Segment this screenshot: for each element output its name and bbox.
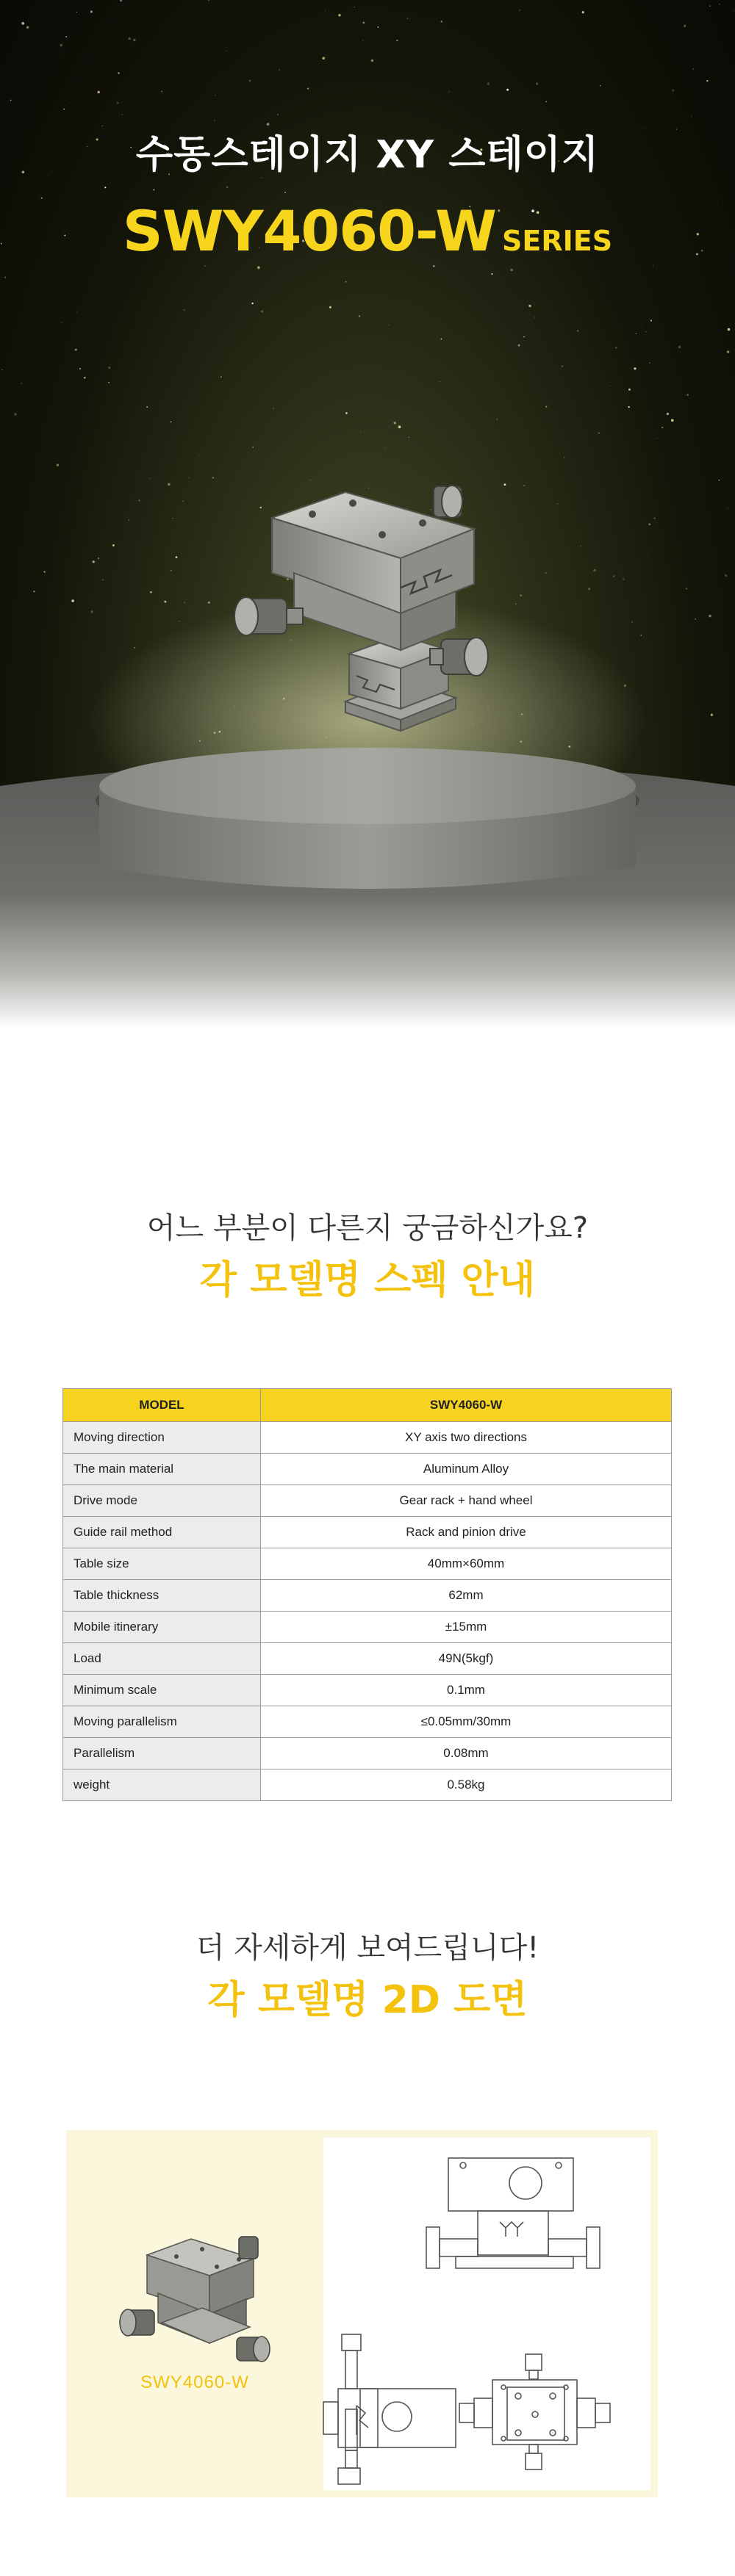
star — [249, 80, 251, 82]
table-row — [63, 1643, 672, 1675]
star — [506, 89, 509, 91]
hero-model-name — [0, 198, 735, 264]
star — [448, 91, 449, 92]
table-row — [63, 1454, 672, 1485]
star — [277, 114, 279, 115]
star — [523, 336, 524, 337]
drawing-panel — [66, 2130, 658, 2497]
star — [90, 10, 93, 12]
star — [518, 344, 520, 347]
front-view-drawing — [426, 2158, 600, 2268]
star — [684, 25, 686, 27]
spec-value: XY axis two directions — [261, 1422, 672, 1454]
table-row — [63, 1769, 672, 1801]
star — [226, 187, 228, 188]
star — [692, 68, 694, 70]
star — [396, 40, 398, 41]
spec-label: Mobile itinerary — [63, 1612, 261, 1643]
star — [69, 103, 70, 104]
star — [634, 367, 636, 369]
star — [686, 394, 688, 395]
spec-label: weight — [63, 1769, 261, 1801]
star — [545, 101, 546, 102]
star — [14, 413, 16, 415]
spec-table-header — [63, 1389, 672, 1422]
star — [528, 305, 531, 307]
spec-label: Moving direction — [63, 1422, 261, 1454]
spec-value: ≤0.05mm/30mm — [261, 1706, 672, 1738]
spec-value: Gear rack + hand wheel — [261, 1485, 672, 1517]
header-model: MODEL — [63, 1389, 261, 1422]
star — [261, 311, 263, 313]
star — [671, 419, 674, 422]
spec-table — [62, 1388, 672, 1801]
table-row — [63, 1612, 672, 1643]
star — [600, 85, 601, 87]
star — [649, 363, 650, 364]
product-thumbnail — [120, 2237, 270, 2362]
star — [153, 189, 154, 190]
star — [393, 422, 395, 424]
hero-banner — [0, 0, 735, 1028]
spec-value: Rack and pinion drive — [261, 1517, 672, 1548]
star — [362, 40, 364, 41]
spec-label: Moving parallelism — [63, 1706, 261, 1738]
star — [662, 427, 663, 428]
star — [359, 315, 360, 317]
star — [118, 72, 119, 73]
star — [146, 406, 148, 408]
table-row — [63, 1485, 672, 1517]
star — [360, 432, 361, 433]
spec-value: 49N(5kgf) — [261, 1643, 672, 1675]
star — [75, 349, 77, 351]
star — [4, 277, 6, 278]
top-view-drawing — [459, 2354, 610, 2469]
side-view-drawing — [323, 2334, 456, 2484]
spec-value: 62mm — [261, 1580, 672, 1612]
star — [678, 346, 681, 348]
spec-value: 0.58kg — [261, 1769, 672, 1801]
star — [108, 382, 109, 383]
star — [667, 413, 669, 415]
star — [338, 14, 340, 16]
star — [545, 406, 547, 408]
spec-label: The main material — [63, 1454, 261, 1485]
star — [98, 91, 100, 93]
star — [691, 116, 692, 118]
star — [536, 82, 538, 84]
star — [322, 57, 325, 59]
drawing-heading: 각 모델명 2D 도면 — [207, 1978, 528, 2022]
star — [208, 0, 209, 1]
drawing-illustrations — [66, 2130, 658, 2497]
star — [377, 26, 379, 28]
spec-label: Parallelism — [63, 1738, 261, 1769]
star — [84, 377, 86, 379]
table-row — [63, 1738, 672, 1769]
spec-label: Guide rail method — [63, 1517, 261, 1548]
star — [122, 114, 123, 115]
star — [582, 11, 584, 13]
star — [510, 269, 512, 271]
star — [371, 59, 373, 62]
star — [433, 265, 435, 267]
star — [441, 339, 442, 340]
star — [487, 82, 490, 85]
star — [628, 389, 631, 391]
spec-question: 어느 부분이 다른지 궁금하신가요? — [146, 1211, 589, 1245]
star — [60, 52, 61, 53]
star — [171, 422, 172, 423]
drawing-model-label: SWY4060-W — [140, 2373, 249, 2392]
star — [284, 192, 286, 193]
spec-value: ±15mm — [261, 1612, 672, 1643]
star — [128, 37, 131, 40]
star — [10, 100, 12, 101]
star — [21, 383, 22, 384]
star — [628, 406, 630, 408]
star — [279, 69, 280, 71]
spec-label: Table thickness — [63, 1580, 261, 1612]
star — [26, 26, 29, 29]
spec-label: Drive mode — [63, 1485, 261, 1517]
star — [108, 367, 110, 369]
star — [407, 18, 409, 19]
star — [650, 320, 652, 321]
spec-heading: 각 모델명 스펙 안내 — [199, 1258, 536, 1302]
spec-label: Minimum scale — [63, 1675, 261, 1706]
spec-value: 0.08mm — [261, 1738, 672, 1769]
table-row — [63, 1517, 672, 1548]
table-row — [63, 1580, 672, 1612]
pedestal-top — [99, 748, 636, 824]
star — [76, 311, 77, 312]
star — [251, 303, 253, 304]
table-row — [63, 1706, 672, 1738]
star — [220, 376, 222, 378]
star — [636, 333, 637, 334]
star — [120, 0, 122, 1]
star — [598, 433, 600, 434]
spec-label: Table size — [63, 1548, 261, 1580]
star — [562, 365, 563, 367]
spec-value: 40mm×60mm — [261, 1548, 672, 1580]
product-stage-illustration — [0, 441, 735, 1028]
drawing-subtitle: 더 자세하게 보여드립니다! — [196, 1931, 539, 1965]
star — [133, 39, 135, 41]
star — [307, 87, 309, 89]
star — [577, 330, 579, 332]
star — [60, 44, 62, 46]
star — [398, 425, 401, 428]
star — [257, 266, 260, 269]
star — [65, 36, 67, 37]
star — [182, 372, 183, 373]
star — [79, 368, 81, 369]
hero-title: 수동스테이지 XY 스테이지 — [135, 133, 600, 177]
series-label: SERIES — [502, 225, 613, 257]
star — [657, 438, 658, 439]
star — [645, 331, 646, 332]
star — [329, 306, 331, 309]
star — [345, 281, 346, 283]
spec-label: Load — [63, 1643, 261, 1675]
star — [491, 273, 492, 275]
spec-value: 0.1mm — [261, 1675, 672, 1706]
header-model-value: SWY4060-W — [261, 1389, 672, 1422]
star — [117, 102, 119, 104]
star — [21, 22, 24, 25]
star — [706, 80, 708, 82]
star — [63, 109, 65, 110]
star — [672, 90, 674, 92]
table-row — [63, 1422, 672, 1454]
table-row — [63, 1675, 672, 1706]
model-code: SWY4060-W — [122, 198, 497, 264]
star — [325, 10, 326, 11]
star — [709, 5, 711, 7]
star — [345, 412, 348, 414]
star — [1, 369, 3, 371]
star — [104, 187, 106, 188]
star — [358, 353, 359, 354]
star — [728, 328, 731, 331]
star — [183, 309, 184, 311]
spec-value: Aluminum Alloy — [261, 1454, 672, 1485]
star — [441, 21, 443, 23]
star — [727, 350, 729, 353]
star — [204, 266, 205, 267]
star — [363, 22, 365, 24]
table-row — [63, 1548, 672, 1580]
star — [615, 347, 617, 348]
